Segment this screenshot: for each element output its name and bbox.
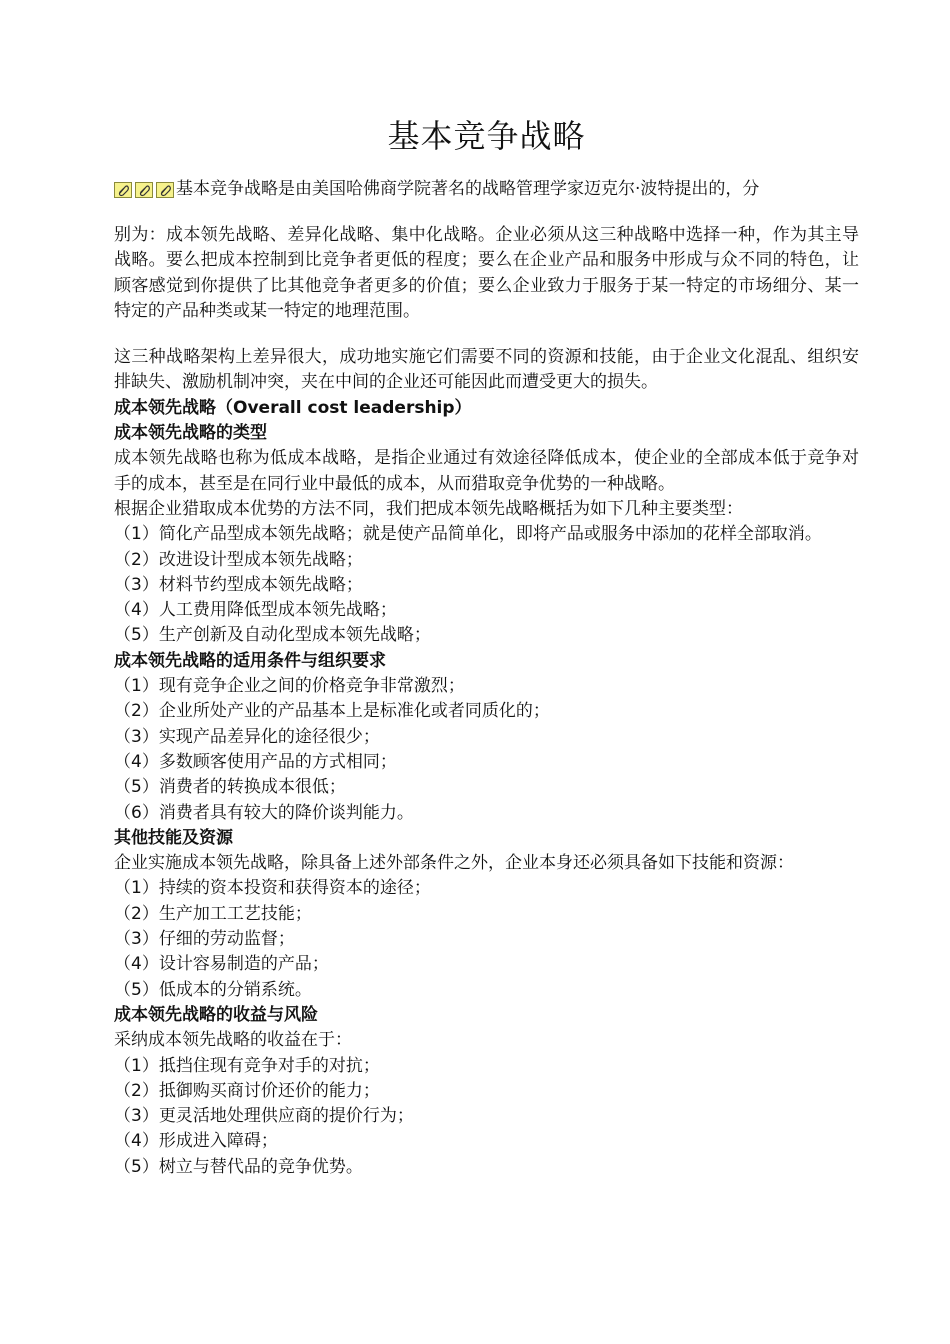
list-item: （5）生产创新及自动化型成本领先战略； xyxy=(114,625,431,646)
list-item: （5）低成本的分销系统。 xyxy=(114,979,312,1000)
list-item: （2）企业所处产业的产品基本上是标准化或者同质化的； xyxy=(114,701,550,722)
list-item: （5）消费者的转换成本很低； xyxy=(114,777,346,798)
risk-paragraph: 这三种战略架构上差异很大，成功地实施它们需要不同的资源和技能，由于企业文化混乱、组织安排缺失、激励机制冲突，夹在中间的企业还可能因此而遭受更大的损失。 xyxy=(114,347,859,393)
skills-heading: 其他技能及资源 xyxy=(114,827,233,848)
benefits-intro: 采纳成本领先战略的收益在于： xyxy=(114,1030,352,1051)
link-icons xyxy=(114,182,174,198)
benefits-heading: 成本领先战略的收益与风险 xyxy=(114,1004,318,1025)
list-item: （3）实现产品差异化的途径很少； xyxy=(114,726,380,747)
list-item: （4）人工费用降低型成本领先战略； xyxy=(114,600,397,621)
intro-paragraph: 别为：成本领先战略、差异化战略、集中化战略。企业必须从这三种战略中选择一种，作为其主导战略。要么把成本控制到比竞争者更低的程度；要么在企业产品和服务中形成与众不同的特色，让顾客感觉到你提供了比其他竞争者更多的价值；要么企业致力于服务于某一特定的市场细分、某一特定的产品种类或某一特定的地理范围。 xyxy=(114,225,859,321)
paperclip-link-icon[interactable] xyxy=(114,182,132,198)
list-item: （4）形成进入障碍； xyxy=(114,1131,278,1152)
list-item: （3）仔细的劳动监督； xyxy=(114,929,295,950)
conditions-heading: 成本领先战略的适用条件与组织要求 xyxy=(114,650,386,671)
list-item: （2）生产加工工艺技能； xyxy=(114,903,312,924)
paperclip-link-icon[interactable] xyxy=(135,182,153,198)
list-item: （5）树立与替代品的竞争优势。 xyxy=(114,1156,363,1177)
document-title: 基本竞争战略 xyxy=(387,117,586,155)
list-item: （4）设计容易制造的产品； xyxy=(114,954,329,975)
list-item: （1）抵挡住现有竞争对手的对抗； xyxy=(114,1055,380,1076)
types-heading: 成本领先战略的类型 xyxy=(114,423,267,444)
list-item: （6）消费者具有较大的降价谈判能力。 xyxy=(114,802,414,823)
paperclip-link-icon[interactable] xyxy=(156,182,174,198)
list-item: （4）多数顾客使用产品的方式相同； xyxy=(114,751,397,772)
intro-first-text: 基本竞争战略是由美国哈佛商学院著名的战略管理学家迈克尔·波特提出的，分 xyxy=(176,179,760,200)
list-item: （2）抵御购买商讨价还价的能力； xyxy=(114,1080,380,1101)
types-intro: 根据企业猎取成本优势的方法不同，我们把成本领先战略概括为如下几种主要类型： xyxy=(114,498,743,519)
list-item: （1）简化产品型成本领先战略；就是使产品简单化，即将产品或服务中添加的花样全部取消。 xyxy=(114,524,822,545)
list-item: （1）现有竞争企业之间的价格竞争非常激烈； xyxy=(114,676,465,697)
types-definition: 成本领先战略也称为低成本战略，是指企业通过有效途径降低成本，使企业的全部成本低于竞争对手的成本，甚至是在同行业中最低的成本，从而猎取竞争优势的一种战略。 xyxy=(114,448,859,494)
list-item: （2）改进设计型成本领先战略； xyxy=(114,549,363,570)
document-body xyxy=(114,177,859,1180)
list-item: （1）持续的资本投资和获得资本的途径； xyxy=(114,878,431,899)
list-item: （3）更灵活地处理供应商的提价行为； xyxy=(114,1106,414,1127)
list-item: （3）材料节约型成本领先战略； xyxy=(114,574,363,595)
section-title: 成本领先战略（Overall cost leadership） xyxy=(114,397,472,418)
skills-intro: 企业实施成本领先战略，除具备上述外部条件之外，企业本身还必须具备如下技能和资源： xyxy=(114,853,794,874)
intro-first-line xyxy=(114,177,859,203)
